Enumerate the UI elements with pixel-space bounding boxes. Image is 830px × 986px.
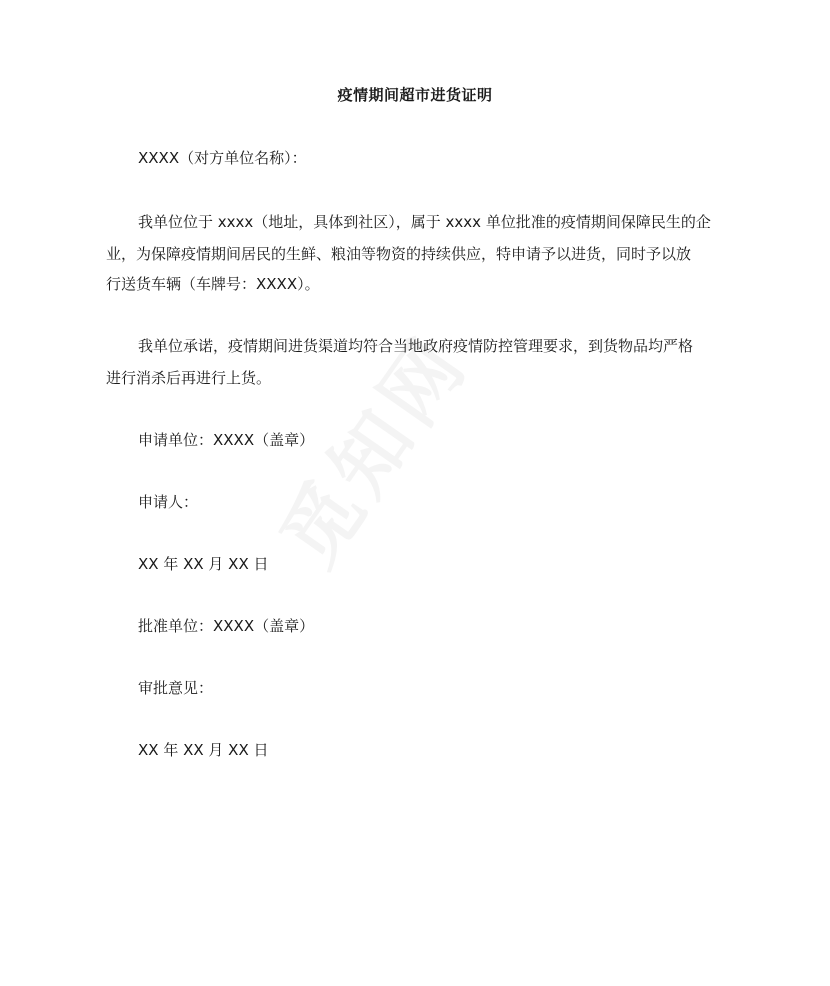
applicant: 申请人： xyxy=(138,493,199,511)
paragraph1-line1: 我单位位于 xxxx（地址，具体到社区），属于 xxxx 单位批准的疫情期间保障民生的企 xyxy=(138,213,711,231)
approver-unit: 批准单位：XXXX（盖章） xyxy=(138,617,315,635)
salutation: XXXX（对方单位名称）： xyxy=(138,149,307,167)
date-line-1: XX 年 XX 月 XX 日 xyxy=(138,555,269,573)
document-title: 疫情期间超市进货证明 xyxy=(337,86,493,104)
paragraph2-line1: 我单位承诺，疫情期间进货渠道均符合当地政府疫情防控管理要求，到货物品均严格 xyxy=(138,337,694,355)
applicant-unit: 申请单位：XXXX（盖章） xyxy=(138,431,315,449)
approval-opinion: 审批意见： xyxy=(138,679,214,697)
paragraph1-line2: 业，为保障疫情期间居民的生鲜、粮油等物资的持续供应，特申请予以进货，同时予以放 xyxy=(106,245,692,263)
date-line-2: XX 年 XX 月 XX 日 xyxy=(138,741,269,759)
paragraph1-line3: 行送货车辆（车牌号：XXXX）。 xyxy=(106,275,320,293)
paragraph2-line2: 进行消杀后再进行上货。 xyxy=(106,369,272,387)
